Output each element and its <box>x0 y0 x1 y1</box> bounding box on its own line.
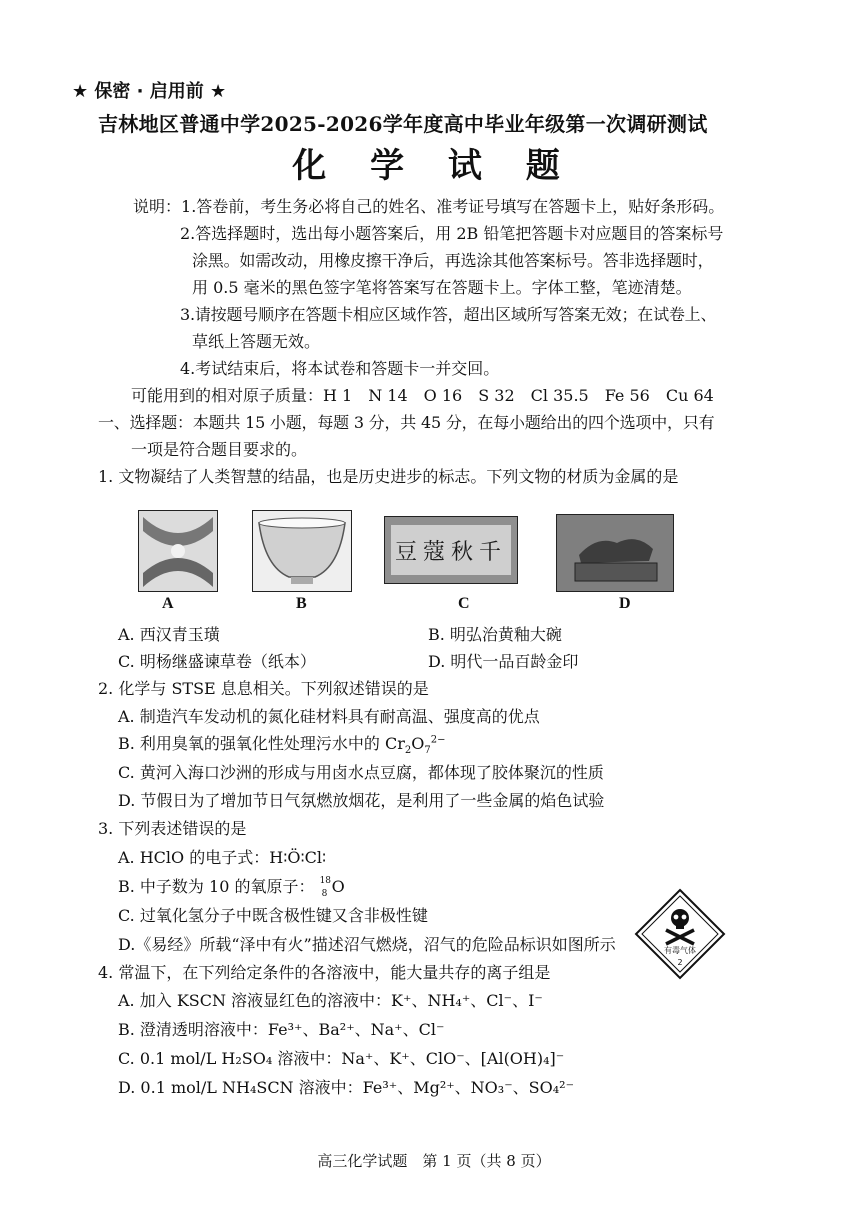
q3-isotope-mass: 18 <box>319 875 332 886</box>
gold-seal-icon <box>557 515 673 591</box>
q1-image-a <box>138 510 218 592</box>
q1-stem: 1. 文物凝结了人类智慧的结晶，也是历史进步的标志。下列文物的材质为金属的是 <box>98 467 679 486</box>
q3-option-a: A. HClO 的电子式：H∶Ö∶Cl∶ <box>118 848 327 867</box>
hazard-class-number: 2 <box>677 958 683 967</box>
q2-option-b-sup: 2− <box>430 734 446 746</box>
instruction-item: 1.答卷前，考生务必将自己的姓名、准考证号填写在答题卡上，贴好条形码。 <box>181 197 725 216</box>
q1-image-d <box>556 514 674 592</box>
atomic-mass-line: 可能用到的相对原子质量：H 1 N 14 O 16 S 32 Cl 35.5 Fe 56 Cu 64 <box>131 386 714 405</box>
instructions-line-1 <box>133 196 724 218</box>
q1-option-a: A. 西汉青玉璜 <box>118 625 220 644</box>
q2-stem: 2. 化学与 STSE 息息相关。下列叙述错误的是 <box>98 679 429 698</box>
q1-image-c <box>384 516 518 584</box>
q1-image-label-c: C <box>458 595 470 612</box>
q2-option-b-sub2: 7 <box>424 745 431 757</box>
bowl-icon <box>253 511 351 591</box>
q2-option-a: A. 制造汽车发动机的氮化硅材料具有耐高温、强度高的优点 <box>118 707 540 726</box>
q1-option-c: C. 明杨继盛谏草卷（纸本） <box>118 652 316 671</box>
page-title: 化 学 试 题 <box>292 146 576 186</box>
q4-option-c: C. 0.1 mol/L H₂SO₄ 溶液中：Na⁺、K⁺、ClO⁻、[Al(OH)₄]⁻ <box>118 1049 565 1068</box>
instruction-item: 2.答选择题时，选出每小题答案后，用 2B 铅笔把答题卡对应题目的答案标号 <box>180 224 724 243</box>
jade-pendant-icon <box>139 511 217 591</box>
instruction-item: 涂黑。如需改动，用橡皮擦干净后，再选涂其他答案标号。答非选择题时， <box>192 251 714 270</box>
q3-option-b-text: B. 中子数为 10 的氧原子： <box>118 877 315 896</box>
q3-option-c: C. 过氧化氢分子中既含极性键又含非极性键 <box>118 906 428 925</box>
q4-stem: 4. 常温下，在下列给定条件的各溶液中，能大量共存的离子组是 <box>98 963 551 982</box>
q1-image-label-b: B <box>296 595 307 612</box>
q1-image-label-d: D <box>619 595 631 612</box>
section-heading-cont: 一项是符合题目要求的。 <box>131 440 308 459</box>
page-footer: 高三化学试题 第 1 页（共 8 页） <box>317 1152 551 1170</box>
q3-isotope-symbol: O <box>331 877 345 896</box>
instruction-item: 4.考试结束后，将本试卷和答题卡一并交回。 <box>180 359 500 378</box>
q2-option-b-o: O <box>411 734 425 753</box>
q3-isotope-number: 8 <box>321 888 328 899</box>
q4-option-d: D. 0.1 mol/L NH₄SCN 溶液中：Fe³⁺、Mg²⁺、NO₃⁻、SO₄²⁻ <box>118 1078 575 1097</box>
exam-name: 吉林地区普通中学2025-2026学年度高中毕业年级第一次调研测试 <box>98 112 708 136</box>
q1-option-d: D. 明代一品百龄金印 <box>428 652 579 671</box>
toxic-gas-hazard-sign <box>634 888 726 980</box>
secret-mark: ★ 保密 · 启用前 ★ <box>72 81 227 102</box>
instruction-item: 草纸上答题无效。 <box>192 332 321 351</box>
q2-option-d: D. 节假日为了增加节日气氛燃放烟花，是利用了一些金属的焰色试验 <box>118 791 605 810</box>
q1-image-label-a: A <box>162 595 174 612</box>
hazard-label: 有毒气体 <box>664 946 696 955</box>
instruction-item: 用 0.5 毫米的黑色签字笔将答案写在答题卡上。字体工整，笔迹清楚。 <box>192 278 692 297</box>
q2-option-c: C. 黄河入海口沙洲的形成与用卤水点豆腐，都体现了胶体聚沉的性质 <box>118 763 604 782</box>
q3-stem: 3. 下列表述错误的是 <box>98 819 247 838</box>
q2-option-b-text: B. 利用臭氧的强氧化性处理污水中的 Cr <box>118 734 405 753</box>
calligraphy-text: 豆蔻秋千 <box>395 540 508 565</box>
q3-option-d: D.《易经》所载“泽中有火”描述沼气燃烧，沼气的危险品标识如图所示 <box>118 935 616 954</box>
q4-option-b: B. 澄清透明溶液中：Fe³⁺、Ba²⁺、Na⁺、Cl⁻ <box>118 1020 445 1039</box>
q2-option-b <box>118 733 446 755</box>
q2-option-b-sub1: 2 <box>404 745 412 757</box>
instruction-item: 3.请按题号顺序在答题卡相应区域作答，超出区域所写答案无效；在试卷上、 <box>180 305 717 324</box>
q1-image-b <box>252 510 352 592</box>
q3-option-b <box>118 876 345 898</box>
instructions-label: 说明： <box>133 197 182 216</box>
section-heading: 一、选择题：本题共 15 小题，每题 3 分，共 45 分，在每小题给出的四个选项中，只有 <box>98 413 715 432</box>
q1-option-b: B. 明弘治黄釉大碗 <box>428 625 562 644</box>
q4-option-a: A. 加入 KSCN 溶液显红色的溶液中：K⁺、NH₄⁺、Cl⁻、I⁻ <box>118 991 543 1010</box>
